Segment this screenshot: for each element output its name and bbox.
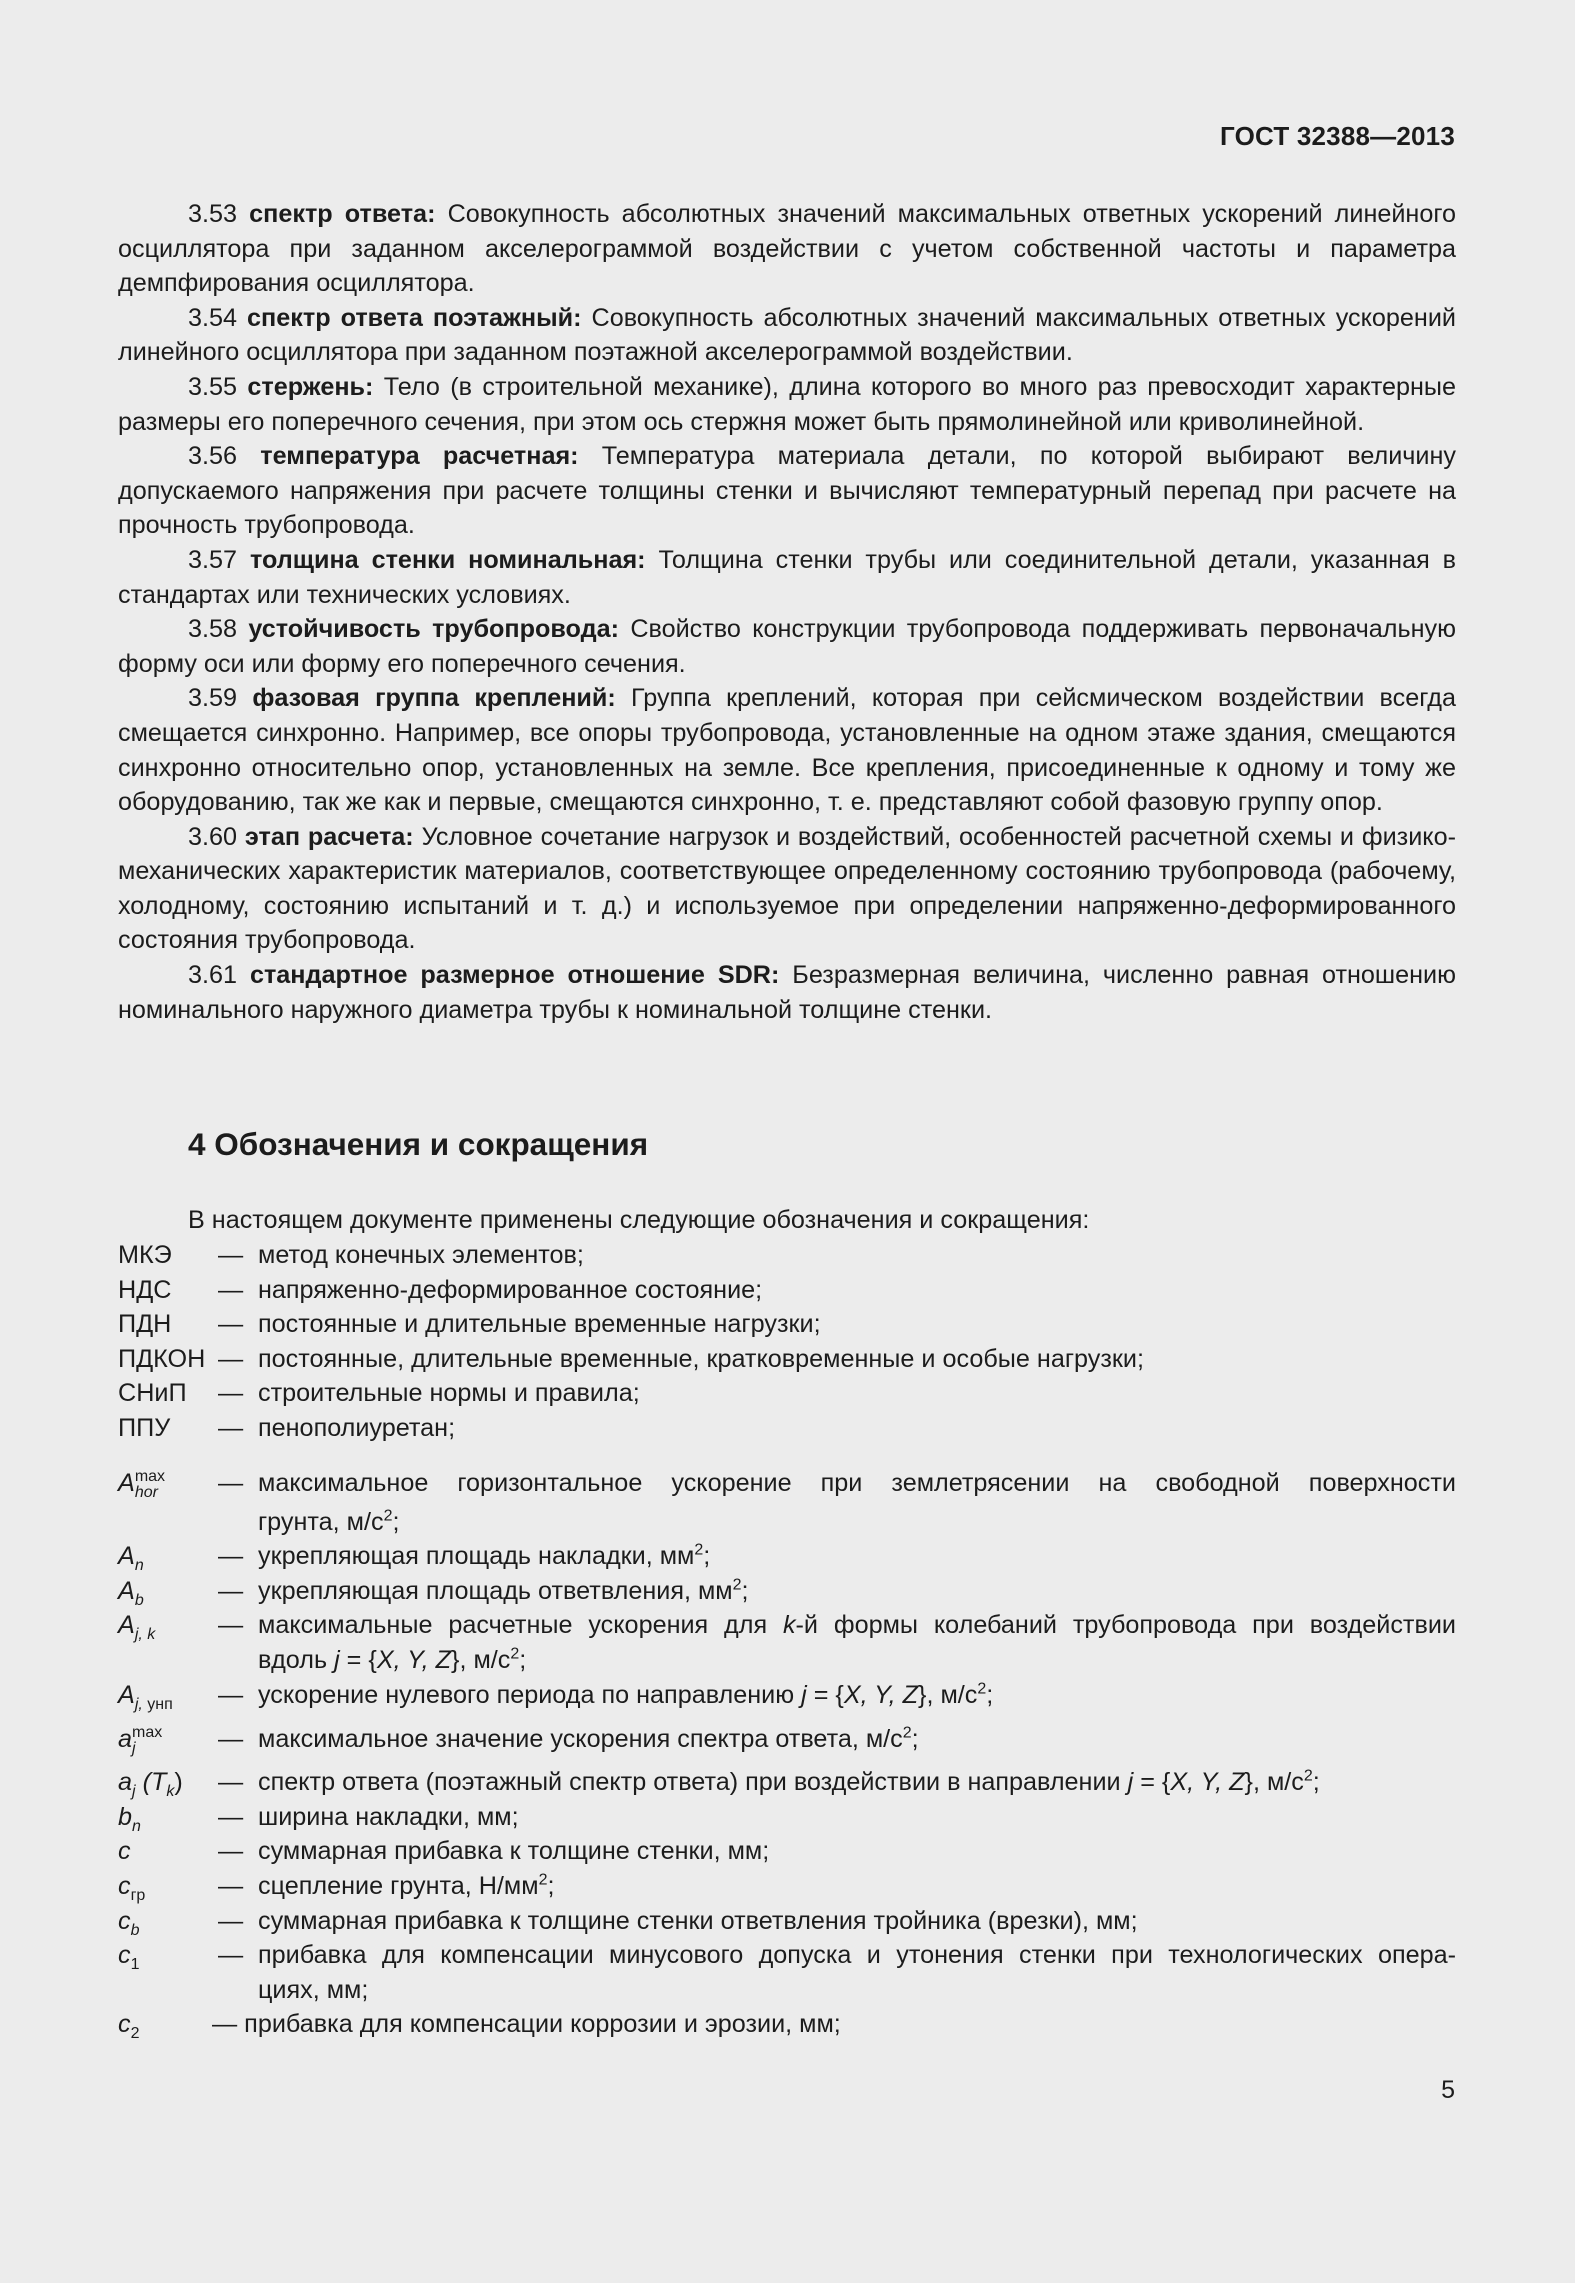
- dash: —: [218, 1469, 244, 1497]
- symbol-desc: суммарная прибавка к толщине стенки ответвления тройника (врезки), мм;: [258, 1906, 1138, 1935]
- definition-text: Совокупность абсолютных значений максимальных ответных ускорений линейного осциллятора при заданном акселерограммой воздействии с учетом собственной частоты и параметра демпфирования осциллятора.: [118, 200, 1456, 298]
- dash: —: [218, 1871, 244, 1900]
- symbol-row: [118, 1869, 1456, 1904]
- dash: —: [218, 1725, 244, 1754]
- abbreviation-row: [118, 1376, 1456, 1411]
- abbreviation-desc: напряженно-деформированное состояние;: [258, 1275, 763, 1304]
- abbreviation-row: [118, 1411, 1456, 1446]
- definitions-list: [118, 197, 1456, 1027]
- abbreviation-row: [118, 1273, 1456, 1308]
- symbol-desc: спектр ответа (поэтажный спектр ответа) при воздействии в направлении j = {X, Y, Z}, $м/с^2$;: [258, 1767, 1320, 1797]
- symbol: A max hor: [118, 1468, 166, 1501]
- dash: —: [218, 1837, 244, 1866]
- abbreviation-row: [118, 1238, 1456, 1273]
- symbol: $b_n$: [118, 1802, 141, 1835]
- symbol-desc: ускорение нулевого периода по направлению j = {X, Y, Z}, $м/с^2$;: [258, 1680, 994, 1709]
- definition-text: Толщина стенки трубы или соединительной детали, указанная в стандартах или технических условиях.: [118, 545, 1457, 609]
- symbols-list: [118, 1456, 1456, 2042]
- symbol-row: [118, 1765, 1456, 1800]
- symbol-row: [118, 1834, 1456, 1869]
- definition-term: этап расчета:: [244, 822, 414, 851]
- symbol: $A_{j, унп}$: [118, 1680, 173, 1713]
- symbol: $a_j$ $(T_k)$: [118, 1768, 183, 1801]
- symbol-row: [118, 1938, 1456, 2007]
- abbreviation-desc: метод конечных элементов;: [258, 1241, 584, 1269]
- dash: —: [218, 1379, 244, 1408]
- symbol-desc: максимальные расчетные ускорения для k-й формы колебаний трубопровода при воздействии вдоль j = {X, Y, Z}, $м/с^2$;: [258, 1611, 1456, 1674]
- abbreviations-list: [118, 1238, 1456, 1446]
- dash: —: [218, 1680, 244, 1709]
- symbol-row: [118, 1460, 1456, 1539]
- abbreviation-term: СНиП: [118, 1379, 187, 1408]
- symbol-desc: сцепление грунта, $Н/мм^2$;: [258, 1871, 555, 1900]
- abbreviation-row: [118, 1342, 1456, 1377]
- dash: —: [218, 1802, 244, 1831]
- dash: —: [218, 1413, 244, 1442]
- definition-3-54: [118, 301, 1456, 370]
- abbreviation-term: ППУ: [118, 1413, 171, 1442]
- definition-text: Свойство конструкции трубопровода поддерживать первоначальную форму оси или форму его поперечного сечения.: [118, 615, 1457, 678]
- symbol-desc: максимальное горизонтальное ускорение при землетрясении на свободной поверхности грунта, $м/с^2$;: [258, 1469, 1456, 1536]
- definition-term: температура расчетная:: [260, 442, 579, 471]
- symbol-desc: прибавка для компенсации минусового допуска и утонения стенки при технологических опера- циях, мм;: [258, 1941, 1456, 2004]
- symbol-row: [118, 2007, 1456, 2042]
- symbol-row: [118, 1539, 1456, 1574]
- definition-term: фазовая группа креплений:: [252, 684, 616, 713]
- dash: —: [218, 1542, 244, 1571]
- abbreviation-desc: пенополиуретан;: [258, 1413, 456, 1442]
- symbol: $A_n$: [118, 1542, 144, 1575]
- dash: —: [218, 1275, 244, 1304]
- definition-text: Тело (в строительной механике), длина которого во много раз превосходит характерные размеры его поперечного сечения, при этом ось стержня может быть прямолинейной или криволинейной.: [118, 372, 1457, 436]
- definition-term: толщина стенки номинальная:: [249, 545, 646, 574]
- symbol: a max j: [118, 1724, 163, 1758]
- symbol-desc: максимальное значение ускорения спектра ответа, $м/с^2$;: [258, 1724, 919, 1754]
- definition-number: 3.57: [188, 545, 238, 574]
- symbol: $A_b$: [118, 1576, 144, 1609]
- definition-term: спектр ответа поэтажный:: [247, 303, 582, 332]
- symbol: $c_1$: [118, 1941, 140, 1974]
- abbreviation-row: [118, 1307, 1456, 1342]
- abbreviation-term: НДС: [118, 1275, 172, 1304]
- definition-term: стандартное размерное отношение SDR:: [249, 961, 780, 990]
- definition-3-60: [118, 820, 1456, 958]
- abbreviation-desc: постоянные и длительные временные нагрузки;: [258, 1310, 821, 1339]
- definition-text: Безразмерная величина, численно равная отношению номинального наружного диаметра трубы к номинальной толщине стенки.: [118, 961, 1456, 1024]
- symbol-row: [118, 1574, 1456, 1609]
- definition-3-55: [118, 370, 1456, 439]
- definition-3-58: [118, 612, 1456, 681]
- definition-3-53: [118, 197, 1456, 301]
- symbol: $c_{гр}$: [118, 1871, 146, 1904]
- abbreviation-term: МКЭ: [118, 1241, 172, 1269]
- section-intro: В настоящем документе применены следующие обозначения и сокращения:: [188, 1206, 1090, 1234]
- dash: —: [218, 1906, 244, 1935]
- symbol: c: [118, 1837, 131, 1866]
- abbreviation-term: ПДН: [118, 1310, 172, 1339]
- definition-term: устойчивость трубопровода:: [248, 615, 619, 644]
- abbreviation-desc: строительные нормы и правила;: [258, 1379, 640, 1408]
- section-title: 4 Обозначения и сокращения: [188, 1126, 649, 1162]
- definition-3-61: [118, 958, 1456, 1027]
- page-number: 5: [1441, 2076, 1455, 2104]
- dash: —: [218, 1241, 244, 1269]
- definition-text: Группа креплений, которая при сейсмическом воздействии всегда смещается синхронно. Например, все опоры трубопровода, установленные на одном этаже здания, смещаются синхронно относительно опор, установленных на земле. Все крепления, присоединенные к одному и тому же оборудованию, так же как и первые, смещаются синхронно, т. е. представляют собой фазовую группу опор.: [118, 684, 1456, 817]
- definition-term: стержень:: [247, 372, 374, 401]
- abbreviation-term: ПДКОН: [118, 1344, 206, 1373]
- definition-text: Температура материала детали, по которой выбирают величину допускаемого напряжения при расчете толщины стенки и вычисляют температурный перепад при расчете на прочность трубопровода.: [118, 442, 1456, 540]
- document-code: ГОСТ 32388—2013: [1220, 121, 1455, 151]
- dash: —: [218, 1611, 244, 1640]
- symbol-desc: суммарная прибавка к толщине стенки, мм;: [258, 1837, 770, 1866]
- symbol-row: [118, 1608, 1456, 1677]
- definition-number: 3.59: [188, 684, 238, 713]
- dash: —: [218, 1941, 244, 1970]
- symbol-desc: укрепляющая площадь накладки, $мм^2$;: [258, 1541, 711, 1571]
- symbol-row: [118, 1800, 1456, 1835]
- dash: —: [218, 1768, 244, 1797]
- definition-text: Совокупность абсолютных значений максимальных ответных ускорений линейного осциллятора при заданном поэтажной акселерограммой воздействии.: [118, 303, 1456, 367]
- definition-number: 3.61: [188, 961, 238, 990]
- symbol-desc: укрепляющая площадь ответвления, $мм^2$;: [258, 1576, 749, 1605]
- symbol: $c_2$: [118, 2010, 140, 2043]
- definition-number: 3.53: [188, 200, 238, 228]
- symbol-row: [118, 1712, 1456, 1765]
- definition-term: спектр ответа:: [249, 200, 436, 228]
- definition-3-59: [118, 681, 1456, 819]
- dash: —: [218, 1310, 244, 1339]
- definition-text: Условное сочетание нагрузок и воздействий, особенностей расчетной схемы и физико-механических характеристик материалов, соответствующее определенному состоянию трубопровода (рабочему, холодному, состоянию испытаний и т. д.) и используемое при определении напряженно-деформированного состояния трубопровода.: [118, 822, 1456, 955]
- definition-3-57: [118, 543, 1456, 612]
- symbol-desc: ширина накладки, мм;: [258, 1802, 519, 1831]
- definition-number: 3.55: [188, 372, 238, 401]
- symbol-row: [118, 1904, 1456, 1939]
- definition-number: 3.58: [188, 615, 238, 644]
- dash: —: [218, 1576, 244, 1605]
- symbol: $A_{j, k}$: [118, 1611, 156, 1644]
- definition-3-56: [118, 439, 1456, 543]
- symbol-row: [118, 1678, 1456, 1713]
- dash: —: [218, 1344, 244, 1373]
- definition-number: 3.54: [188, 303, 238, 332]
- abbreviation-desc: постоянные, длительные временные, кратковременные и особые нагрузки;: [258, 1344, 1144, 1373]
- definition-number: 3.60: [188, 822, 238, 851]
- symbol: $c_b$: [118, 1906, 140, 1939]
- symbol-desc: — прибавка для компенсации коррозии и эрозии, мм;: [212, 2010, 841, 2039]
- definition-number: 3.56: [188, 442, 238, 471]
